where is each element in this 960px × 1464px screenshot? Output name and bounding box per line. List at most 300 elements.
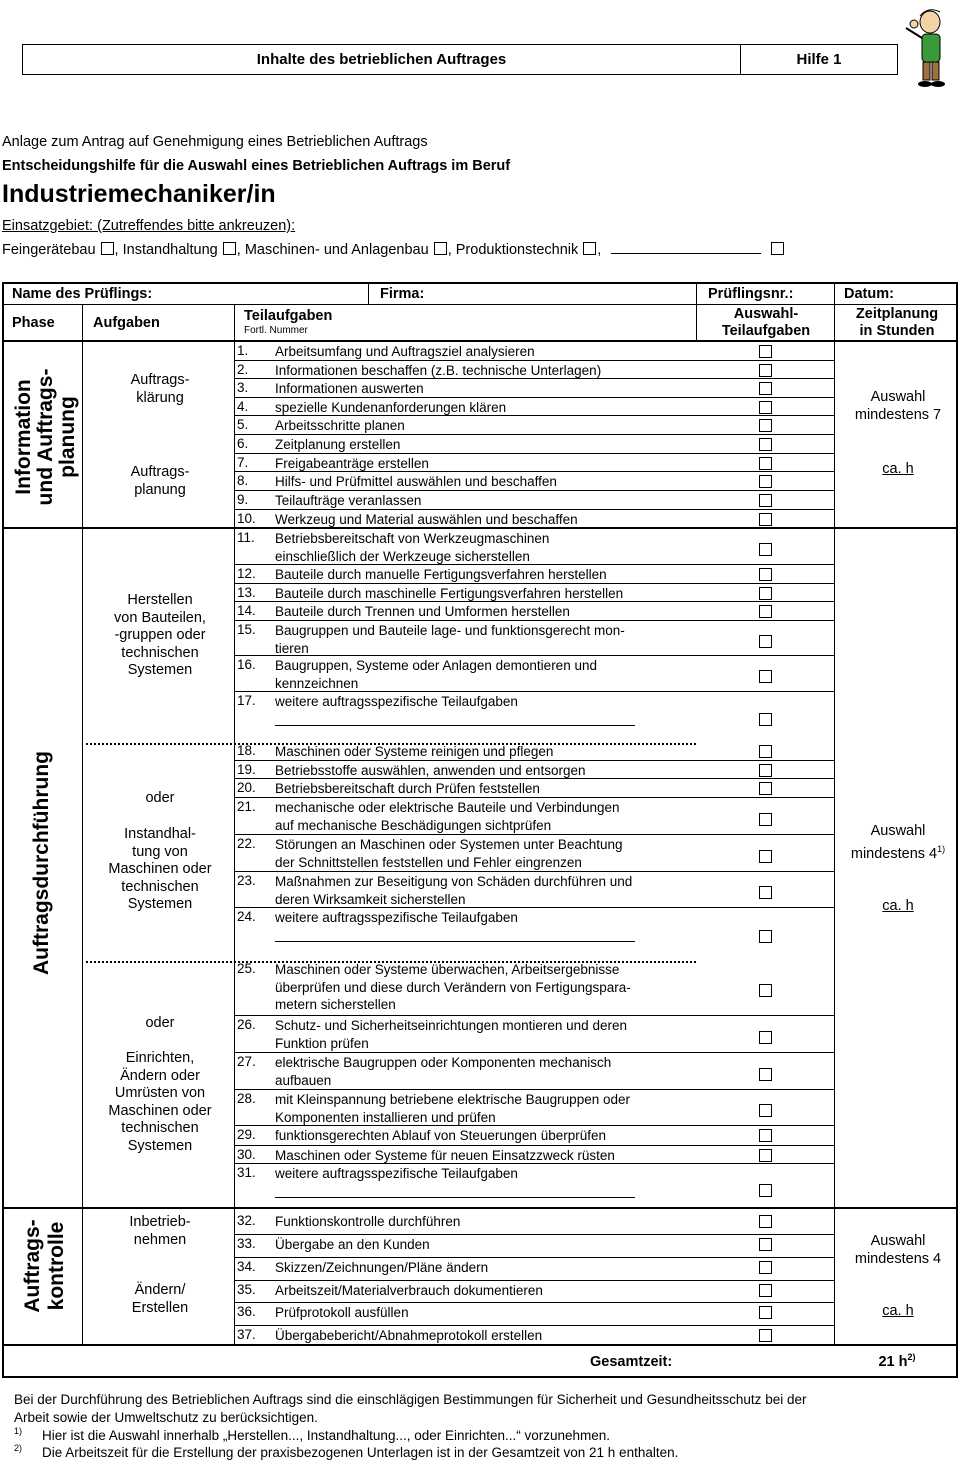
task-checkbox[interactable] [759,568,772,581]
zeit-block-2 [838,822,958,915]
row-text [275,399,695,417]
label-firma: Firma: [380,286,425,302]
task-checkbox[interactable] [759,764,772,777]
row-text-line: Übergabe an den Kunden [275,1237,430,1252]
zeit-block-1 [838,388,958,478]
row-text-line: Störungen an Maschinen oder Systemen unter Beachtung [275,837,623,852]
row-text-line: Funktionskontrolle durchführen [275,1214,461,1229]
task-checkbox[interactable] [759,1306,772,1319]
row-number: 29. [237,1127,256,1142]
col-aufgaben: Aufgaben [93,315,160,331]
row-text [275,380,695,398]
group-text: Auftrags- [130,372,190,388]
footer-line2: Arbeit sowie der Umweltschutz zu berücksichtigen. [14,1410,318,1425]
einsatz-options: Feingerätebau , Instandhaltung , Maschinen- und Anlagenbau , Produktionstechnik , [2,242,785,258]
row-text-line: Werkzeug und Material auswählen und beschaffen [275,512,578,527]
row-text-line: Informationen beschaffen (z.B. technische Unterlagen) [275,363,602,378]
col-zeit-l1: Zeitplanung [855,306,939,322]
group-text: Umrüsten von [114,1085,206,1101]
group-text: Erstellen [131,1299,189,1316]
row-rule [235,415,834,416]
row-number: 3. [237,380,249,395]
row-number: 11. [237,530,255,545]
einsatz-label: Einsatzgebiet: (Zutreffendes bitte ankreuzen): [2,218,296,234]
row-number: 16. [237,657,256,672]
row-text-line: Maschinen oder Systeme reinigen und pflegen [275,744,554,759]
zeit-text: mindestens 7 [854,407,942,423]
row-text-line: Bauteile durch Trennen und Umformen herstellen [275,604,570,619]
row-text [275,455,695,473]
task-checkbox[interactable] [759,382,772,395]
phase-kontrolle [21,1201,69,1331]
table-rule [696,304,697,340]
label-name: Name des Prüflings: [12,286,153,302]
row-text [275,1236,695,1254]
row-text [275,1147,695,1165]
row-text-line: metern sicherstellen [275,997,396,1012]
task-checkbox[interactable] [759,1215,772,1228]
task-checkbox[interactable] [759,1031,772,1044]
task-checkbox[interactable] [759,984,772,997]
group-text: tung von [132,843,188,860]
task-checkbox[interactable] [759,1238,772,1251]
row-number: 1. [237,343,249,358]
task-checkbox[interactable] [759,1184,772,1197]
intro-line2: Entscheidungshilfe für die Auswahl eines Betrieblichen Auftrags im Beruf [2,158,511,174]
row-rule [235,397,834,398]
header-box [22,44,898,75]
task-checkbox[interactable] [759,605,772,618]
row-text-line: Hilfs- und Prüfmittel auswählen und beschaffen [275,474,557,489]
zeit-text: Auswahl [870,1233,926,1249]
group-aendern-erstellen [86,1282,234,1317]
group-instandhaltung [86,826,234,914]
area-checkbox[interactable] [771,242,784,255]
col-zeit-l2: in Stunden [859,323,935,339]
row-rule [235,760,834,761]
group-oder-1: oder [145,790,175,806]
row-text-line: Baugruppen, Systeme oder Anlagen demontieren und [275,658,597,673]
row-text [275,530,695,565]
zeit-text: Auswahl [870,389,926,405]
row-text-line: der Schnittstellen feststellen und Fehler eingrenzen [275,854,582,870]
header-help: Hilfe 1 [796,51,842,68]
row-number: 8. [237,473,249,488]
col-teilaufgaben: Teilaufgaben [244,308,333,324]
row-text-line: auf mechanische Beschädigungen sichtprüfen [275,817,552,833]
zeit-block-3 [838,1232,958,1320]
group-text: Herstellen [127,592,193,608]
zeit-hours-input[interactable]: ca. h [882,897,914,914]
row-text [275,436,695,454]
row-rule [235,834,834,835]
footnote-2-marker: 2) [14,1443,23,1453]
row-number: 37. [237,1327,256,1342]
table-rule [82,304,83,1346]
row-text [275,1259,695,1277]
label-pruefnr: Prüflingsnr.: [708,286,794,302]
phase-durchfuehrung: Auftragsdurchführung [30,751,53,975]
zeit-text: mindestens 4 [854,1251,942,1267]
row-rule [235,360,834,361]
row-text [275,743,695,761]
task-checkbox[interactable] [759,419,772,432]
row-number: 19. [237,762,256,777]
area-other-input[interactable] [611,253,761,254]
row-number: 6. [237,436,249,451]
group-auftragsplanung [86,464,234,499]
row-rule [235,655,834,656]
footnote-2: Die Arbeitszeit für die Erstellung der praxisbezogenen Unterlagen ist in der Gesamtzeit von 21 h enthalten. [42,1445,679,1460]
col-auswahl-l1: Auswahl- [733,306,799,322]
row-number: 18. [237,743,256,758]
row-text-line: Prüfprotokoll ausfüllen [275,1305,409,1320]
row-number: 2. [237,362,249,377]
row-text-line: Informationen auswerten [275,381,424,396]
row-rule [235,434,834,435]
row-text-line: Teilaufträge veranlassen [275,493,422,508]
blank-line[interactable] [275,1185,635,1198]
row-text [275,473,695,491]
col-auswahl-l2: Teilaufgaben [721,323,811,339]
col-auswahl [698,306,834,340]
phase-info-l1: Information [12,379,35,495]
group-text: Auftrags- [130,464,190,480]
label-datum: Datum: [844,286,894,302]
row-rule [235,1163,834,1164]
table-rule [368,282,369,304]
phase-kontrolle-l2: kontrolle [45,1221,68,1311]
row-rule [235,1257,834,1258]
group-text: technischen [121,1120,199,1136]
row-text-line: Maßnahmen zur Beseitigung von Schäden durchführen und [275,874,633,889]
row-number: 23. [237,873,256,888]
row-rule [235,601,834,602]
table-rule [2,304,958,305]
area-produktionstechnik: Produktionstechnik [455,242,579,258]
row-text [275,1282,695,1300]
row-number: 30. [237,1147,256,1162]
row-text-line: Zeitplanung erstellen [275,437,401,452]
task-checkbox[interactable] [759,513,772,526]
row-text-line: Skizzen/Zeichnungen/Pläne ändern [275,1260,489,1275]
row-number: 17. [237,693,256,708]
group-text: -gruppen oder [114,627,206,643]
row-text-line: Betriebsstoffe auswählen, anwenden und entsorgen [275,763,586,778]
row-text [275,657,695,692]
row-number: 4. [237,399,249,414]
row-rule [235,1234,834,1235]
row-text-line: Arbeitszeit/Materialverbrauch dokumentieren [275,1283,543,1298]
group-text: technischen [121,644,199,661]
row-text-line: Arbeitsumfang und Auftragsziel analysieren [275,344,535,359]
table-rule [696,282,697,304]
phase-info-l3: planung [56,396,79,478]
row-text-line: Betriebsbereitschaft durch Prüfen feststellen [275,781,540,796]
phase-separator [2,1207,958,1209]
table-border [2,1376,958,1378]
group-herstellen [86,592,234,680]
task-checkbox[interactable] [759,850,772,863]
profession-title: Industriemechaniker/in [2,180,276,208]
task-checkbox[interactable] [759,930,772,943]
task-checkbox[interactable] [759,494,772,507]
row-number: 7. [237,455,249,470]
group-text: Einrichten, [125,1050,195,1066]
area-checkbox[interactable] [583,242,596,255]
group-text: technischen [121,878,199,895]
group-inbetriebnehmen [86,1214,234,1249]
row-text [275,1127,695,1145]
row-text-line: Funktion prüfen [275,1035,369,1051]
row-text [275,362,695,380]
row-number: 32. [237,1213,256,1228]
row-text-line: weitere auftragsspezifische Teilaufgaben [275,910,518,925]
row-text-line: Arbeitsschritte planen [275,418,405,433]
row-text [275,343,695,361]
row-text [275,603,695,621]
task-checkbox[interactable] [759,457,772,470]
group-einrichten [86,1050,234,1155]
group-text: Maschinen oder [108,861,212,877]
group-text: Instandhal- [124,826,196,842]
task-checkbox[interactable] [759,670,772,683]
task-checkbox[interactable] [759,1284,772,1297]
blank-line[interactable] [275,929,635,942]
area-checkbox[interactable] [101,242,114,255]
row-rule [235,378,834,379]
row-rule [235,490,834,491]
row-text-line: Maschinen oder Systeme überwachen, Arbeitsergebnisse [275,962,620,977]
zeit-hours-input[interactable]: ca. h [882,461,914,477]
task-checkbox[interactable] [759,1129,772,1142]
group-oder-2: oder [145,1015,175,1031]
row-rule [235,797,834,798]
zeit-hours-input[interactable]: ca. h [882,1303,914,1319]
row-number: 34. [237,1259,256,1274]
row-number: 26. [237,1017,256,1032]
group-text: Systemen [127,662,193,678]
row-text-line: mit Kleinspannung betriebene elektrische Baugruppen oder [275,1092,630,1107]
row-text [275,1327,695,1345]
row-text-line: aufbauen [275,1072,332,1088]
task-checkbox[interactable] [759,886,772,899]
task-checkbox[interactable] [759,401,772,414]
row-rule [235,1015,834,1016]
col-zeit [836,306,958,340]
row-text-line: Baugruppen und Bauteile lage- und funktionsgerecht mon- [275,623,625,638]
row-rule [235,1280,834,1281]
row-number: 13. [237,585,256,600]
row-number: 15. [237,622,256,637]
group-text: Inbetrieb- [129,1214,191,1230]
row-text-line: funktionsgerechten Ablauf von Steuerungen überprüfen [275,1128,606,1143]
task-checkbox[interactable] [759,587,772,600]
row-text-line: kennzeichnen [275,675,359,691]
row-number: 21. [237,799,256,814]
row-text-line: Bauteile durch manuelle Fertigungsverfahren herstellen [275,567,607,582]
footnote-ref: 1) [937,844,946,854]
area-checkbox[interactable] [223,242,236,255]
task-checkbox[interactable] [759,1068,772,1081]
row-rule [235,471,834,472]
row-text [275,1304,695,1322]
task-checkbox[interactable] [759,438,772,451]
phase-information [12,347,79,527]
row-text [275,417,695,435]
row-number: 20. [237,780,256,795]
row-text [275,1165,695,1200]
table-border [2,282,958,284]
zeit-text: mindestens 4 [850,845,938,862]
zeit-text: Auswahl [870,823,926,839]
area-feingeraetebau: Feingerätebau [2,242,96,258]
task-table [2,282,958,1378]
task-checkbox[interactable] [759,364,772,377]
row-text-line: weitere auftragsspezifische Teilaufgaben [275,1166,518,1181]
col-phase: Phase [12,315,55,331]
row-text-line: spezielle Kundenanforderungen klären [275,400,507,415]
area-checkbox[interactable] [434,242,447,255]
row-number: 28. [237,1091,256,1106]
row-text-line: tieren [275,640,309,656]
row-rule [235,907,834,908]
row-rule [235,871,834,872]
task-checkbox[interactable] [759,813,772,826]
table-rule [234,304,235,1346]
row-text-line: Maschinen oder Systeme für neuen Einsatzzweck rüsten [275,1148,615,1163]
footnote-ref: 2) [907,1352,916,1362]
row-number: 36. [237,1304,256,1319]
footnote-1: Hier ist die Auswahl innerhalb „Herstellen..., Instandhaltung..., oder Einrichten...“ vorzunehmen. [42,1428,611,1443]
row-number: 25. [237,961,256,976]
group-text: von Bauteilen, [114,609,206,626]
footer-line1: Bei der Durchführung des Betrieblichen Auftrags sind die einschlägigen Bestimmungen für Sicherheit und Gesundheitsschutz bei der [14,1392,807,1407]
zeit-text-row [838,840,958,863]
task-checkbox[interactable] [759,1149,772,1162]
row-text-line: Bauteile durch maschinelle Fertigungsverfahren herstellen [275,586,624,601]
task-checkbox[interactable] [759,1329,772,1342]
group-text: Ändern/ [134,1282,186,1298]
row-rule [235,620,834,621]
row-text-line: Betriebsbereitschaft von Werkzeugmaschinen [275,531,550,546]
row-number: 14. [237,603,256,618]
row-text [275,762,695,780]
task-checkbox[interactable] [759,745,772,758]
row-text [275,492,695,510]
area-instandhaltung: Instandhaltung [122,242,218,258]
row-rule [235,691,834,692]
footnote-1-marker: 1) [14,1426,23,1436]
row-number: 22. [237,836,256,851]
row-number: 27. [237,1054,256,1069]
row-text-line: Komponenten installieren und prüfen [275,1109,496,1125]
task-checkbox[interactable] [759,345,772,358]
row-text-line: mechanische oder elektrische Bauteile und Verbindungen [275,800,620,815]
row-rule [235,583,834,584]
gesamt-label: Gesamtzeit: [590,1354,673,1370]
row-text [275,909,695,944]
row-rule [235,1325,834,1326]
row-rule [235,453,834,454]
group-auftragsklaerung [86,372,234,407]
row-text-line: einschließlich der Werkzeuge sicherstellen [275,548,530,564]
group-text: Ändern oder [120,1067,200,1084]
row-number: 33. [237,1236,256,1251]
row-number: 31. [237,1165,256,1180]
row-text [275,799,695,834]
row-rule [235,778,834,779]
row-rule [235,1052,834,1053]
row-number: 5. [237,417,249,432]
table-border [2,282,4,1378]
header-title: Inhalte des betrieblichen Auftrages [23,45,741,74]
row-text [275,622,695,657]
gesamt-value: 21 h [878,1353,908,1370]
table-rule [834,282,835,304]
row-rule [235,1089,834,1090]
row-text-line: Übergabebericht/Abnahmeprotokoll erstellen [275,1328,543,1343]
row-text [275,1213,695,1231]
mascot-figure-icon [898,4,956,90]
table-rule [834,304,835,1346]
row-rule [235,1125,834,1126]
row-text [275,693,695,728]
row-text [275,1017,695,1052]
row-text [275,961,695,1014]
row-number: 35. [237,1282,256,1297]
task-checkbox[interactable] [759,635,772,648]
row-text-line: weitere auftragsspezifische Teilaufgaben [275,694,518,709]
row-text [275,566,695,584]
phase-info-l2: und Auftrags- [34,368,57,506]
intro-line1: Anlage zum Antrag auf Genehmigung eines Betrieblichen Auftrags [2,134,428,150]
task-checkbox[interactable] [759,1104,772,1117]
row-text-line: elektrische Baugruppen oder Komponenten mechanisch [275,1055,612,1070]
group-text: Systemen [127,896,193,912]
gesamt-value-cell [836,1352,958,1370]
task-checkbox[interactable] [759,713,772,726]
blank-line[interactable] [275,713,635,726]
row-number: 12. [237,566,256,581]
row-text [275,1091,695,1126]
task-checkbox[interactable] [759,1261,772,1274]
row-rule [235,1302,834,1303]
phase-kontrolle-l1: Auftrags- [21,1219,44,1313]
row-text-line: deren Wirksamkeit sicherstellen [275,891,466,907]
row-number: 24. [237,909,256,924]
col-teil-sub: Fortl. Nummer [244,325,308,336]
area-maschinenbau: Maschinen- und Anlagenbau [244,242,429,258]
group-text: Systemen [127,1137,193,1154]
task-checkbox[interactable] [759,782,772,795]
row-number: 9. [237,492,249,507]
row-text [275,873,695,908]
task-checkbox[interactable] [759,543,772,556]
row-text [275,1054,695,1089]
group-text: planung [134,481,186,498]
row-text [275,836,695,871]
row-text-line: Schutz- und Sicherheitseinrichtungen montieren und deren [275,1018,627,1033]
row-rule [235,509,834,510]
row-text [275,780,695,798]
row-rule [235,1145,834,1146]
row-text-line: Freigabeanträge erstellen [275,456,429,471]
task-checkbox[interactable] [759,475,772,488]
row-text-line: überprüfen und diese durch Verändern von Fertigungspara- [275,979,631,995]
group-text: klärung [136,389,184,406]
group-text: nehmen [133,1231,187,1248]
